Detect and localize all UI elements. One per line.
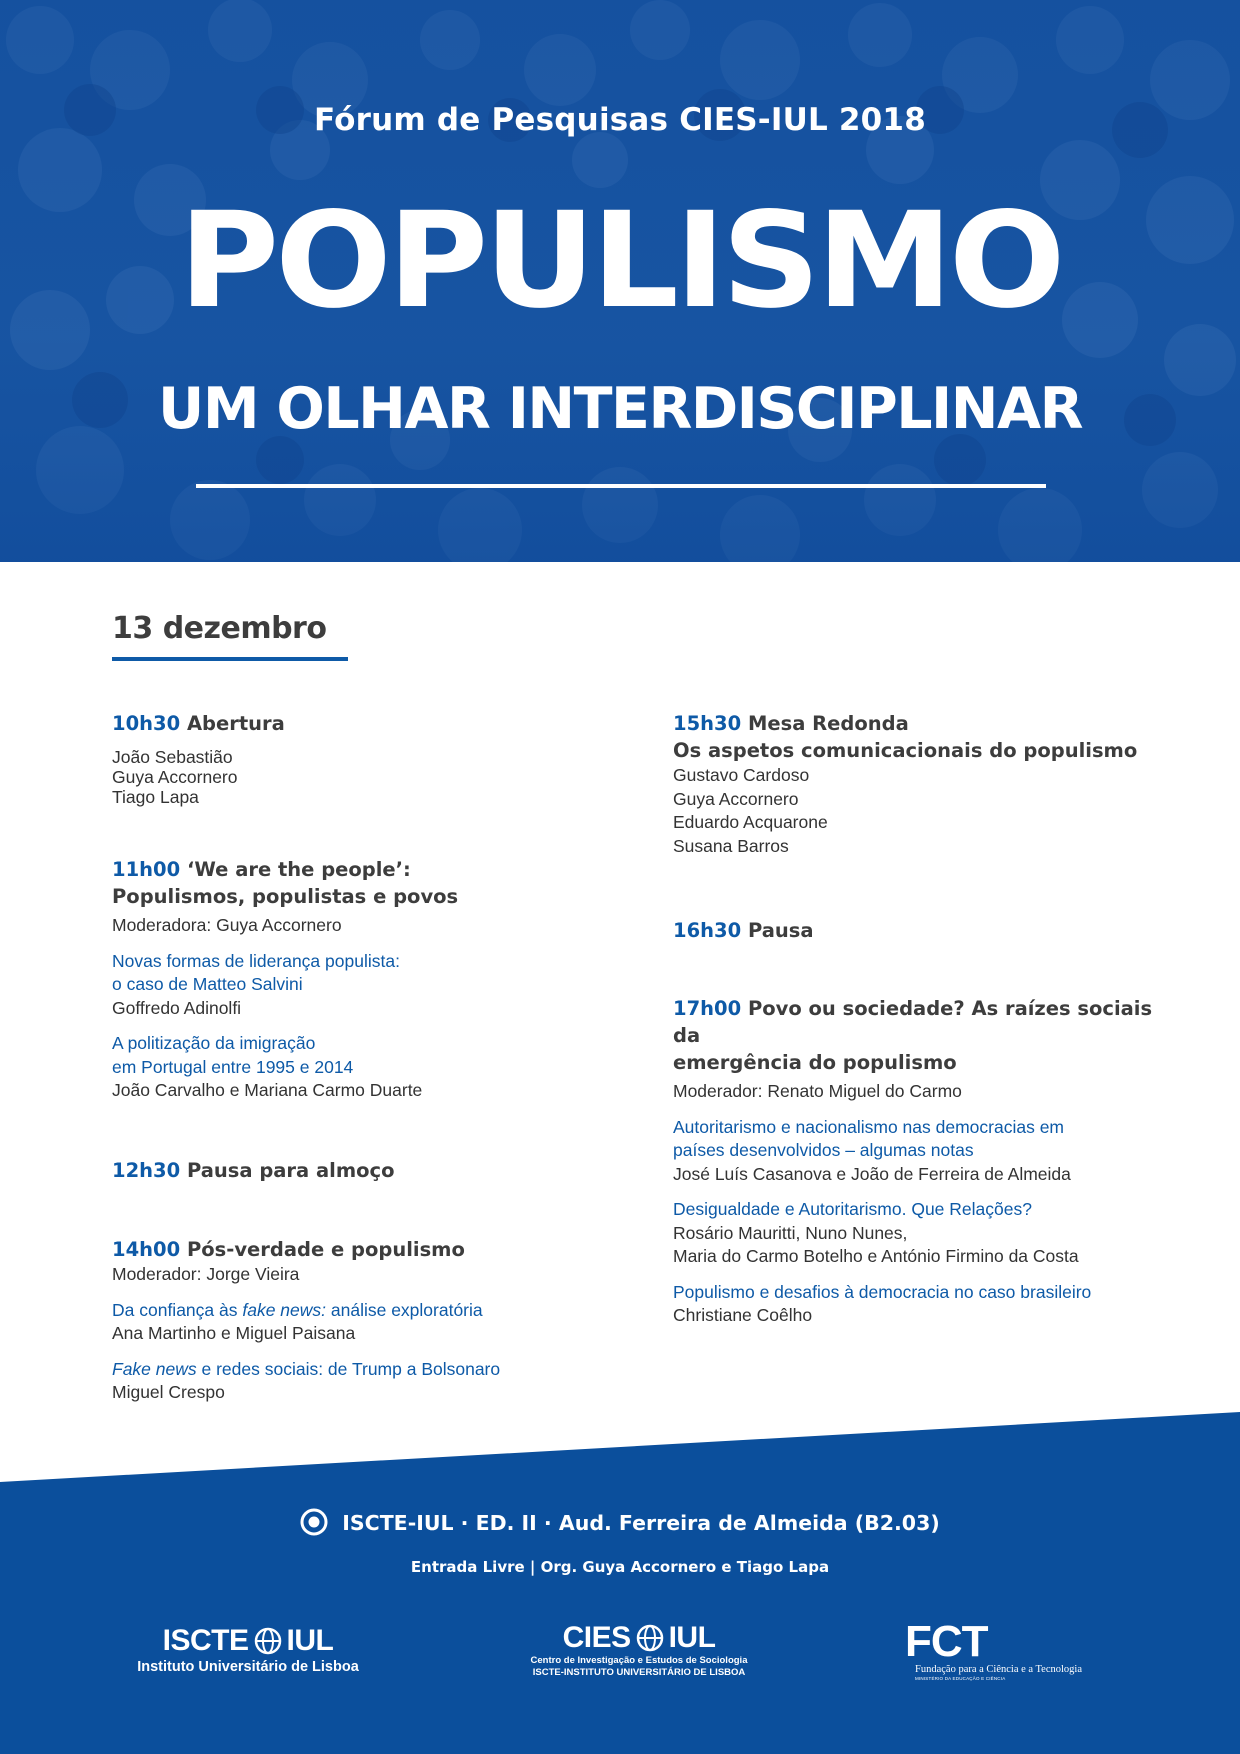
session-time: 14h00 [112,1238,181,1261]
session-mesa-redonda [673,710,1153,858]
talk-authors-line2: Maria do Carmo Botelho e António Firmino da Costa [673,1246,1079,1266]
session-abertura [112,710,652,807]
talk-title-part: e redes sociais: de Trump a Bolsonaro [196,1358,501,1379]
session-title-line2: emergência do populismo [673,1051,957,1074]
talk-title-line2: em Portugal entre 1995 e 2014 [112,1056,354,1077]
talk-authors: Miguel Crespo [112,1382,225,1402]
session-time: 12h30 [112,1159,181,1182]
header-divider [196,484,1046,488]
session-almoco [112,1157,652,1184]
logo-subtitle: MINISTÉRIO DA EDUCAÇÃO E CIÊNCIA [915,1676,1006,1681]
session-title: ‘We are the people’: [186,858,411,881]
logo-text: IUL [286,1624,334,1657]
session-title: Povo ou sociedade? As raízes sociais da [673,997,1153,1047]
session-moderator: Moderadora: Guya Accornero [112,915,342,935]
session-time: 15h30 [673,712,742,735]
participant-name: Guya Accornero [673,788,799,809]
participant-name: Gustavo Cardoso [673,765,810,785]
participant-name: Eduardo Acquarone [673,812,828,832]
session-title-line2: Os aspetos comunicacionais do populismo [673,739,1138,762]
session-heading [112,1236,652,1263]
event-subtitle: UM OLHAR INTERDISCIPLINAR [158,376,1082,442]
talk-title: A politização da imigração [112,1033,316,1053]
talk-title: Populismo e desafios à democracia no caso brasileiro [673,1281,1092,1302]
talk-title-italic: fake news: [242,1299,327,1320]
logo-subtitle: Centro de Investigação e Estudos de Sociologia [530,1655,748,1666]
talk-authors: Ana Martinho e Miguel Paisana [112,1323,356,1343]
talk-title [112,1358,652,1382]
logo-text: FCT [905,1617,988,1666]
talk-title: Autoritarismo e nacionalismo nas democracias em [673,1116,1064,1137]
talk-authors: João Carvalho e Mariana Carmo Duarte [112,1080,423,1100]
talk-title-line2: países desenvolvidos – algumas notas [673,1140,974,1160]
logo-subtitle: Fundação para a Ciência e a Tecnologia [915,1664,1082,1675]
talk-authors: Goffredo Adinolfi [112,997,242,1018]
iscte-iul-logo [128,1624,368,1676]
globe-icon [635,1623,665,1653]
location-target-icon [300,1508,328,1536]
talk-authors: José Luís Casanova e João de Ferreira de Almeida [673,1163,1071,1184]
fct-logo [905,1617,1105,1682]
event-date: 13 dezembro [112,611,327,646]
logo-text: ISCTE [162,1624,249,1657]
event-title: POPULISMO [178,184,1062,338]
session-title: Abertura [186,712,285,735]
participant-name: Susana Barros [673,835,789,856]
logo-text: CIES [562,1621,631,1654]
talk-title-line2: o caso de Matteo Salvini [112,974,303,994]
talk-title [112,1299,652,1323]
session-title-line2: Populismos, populistas e povos [112,885,459,908]
session-pausa [673,917,1153,944]
session-title: Mesa Redonda [747,712,909,735]
venue-address-text: ISCTE-IUL · ED. II · Aud. Ferreira de Almeida (B2.03) [342,1511,940,1535]
header-banner [0,0,1240,562]
cies-iul-logo [514,1621,764,1679]
participant-name: João Sebastião [112,747,233,767]
session-time: 10h30 [112,712,181,735]
forum-title: Fórum de Pesquisas CIES-IUL 2018 [314,102,926,138]
session-heading [673,995,1153,1049]
session-we-are-the-people [112,856,652,1103]
talk-authors: Rosário Mauritti, Nuno Nunes, [673,1222,908,1243]
session-heading [112,710,652,737]
session-title: Pausa [747,919,814,942]
session-title: Pós-verdade e populismo [186,1238,465,1261]
logo-subtitle: ISCTE-INSTITUTO UNIVERSITÁRIO DE LISBOA [532,1667,746,1678]
session-heading [112,856,652,883]
session-heading [112,1157,652,1184]
logo-text: IUL [668,1621,716,1654]
participant-name: Guya Accornero [112,767,238,787]
date-underline [112,657,348,661]
session-title: Pausa para almoço [186,1159,395,1182]
logo-subtitle: Instituto Universitário de Lisboa [137,1659,359,1675]
session-time: 17h00 [673,997,742,1020]
session-time: 16h30 [673,919,742,942]
venue-address [0,1508,1240,1536]
session-heading [673,917,1153,944]
session-heading [673,710,1153,737]
talk-title: Novas formas de liderança populista: [112,950,400,971]
talk-title-part: Da confiança às [112,1299,243,1320]
talk-title-part: análise exploratória [326,1299,483,1320]
talk-authors: Christiane Coêlho [673,1305,813,1325]
participant-name: Tiago Lapa [112,787,199,807]
talk-title: Desigualdade e Autoritarismo. Que Relações? [673,1199,1032,1219]
talk-title-italic: Fake news [112,1358,197,1379]
entry-info: Entrada Livre | Org. Guya Accornero e Tiago Lapa [410,1558,830,1576]
session-moderator: Moderador: Jorge Vieira [112,1264,300,1284]
session-povo-ou-sociedade [673,995,1153,1328]
globe-icon [253,1626,283,1656]
session-moderator: Moderador: Renato Miguel do Carmo [673,1081,962,1101]
session-time: 11h00 [112,858,181,881]
